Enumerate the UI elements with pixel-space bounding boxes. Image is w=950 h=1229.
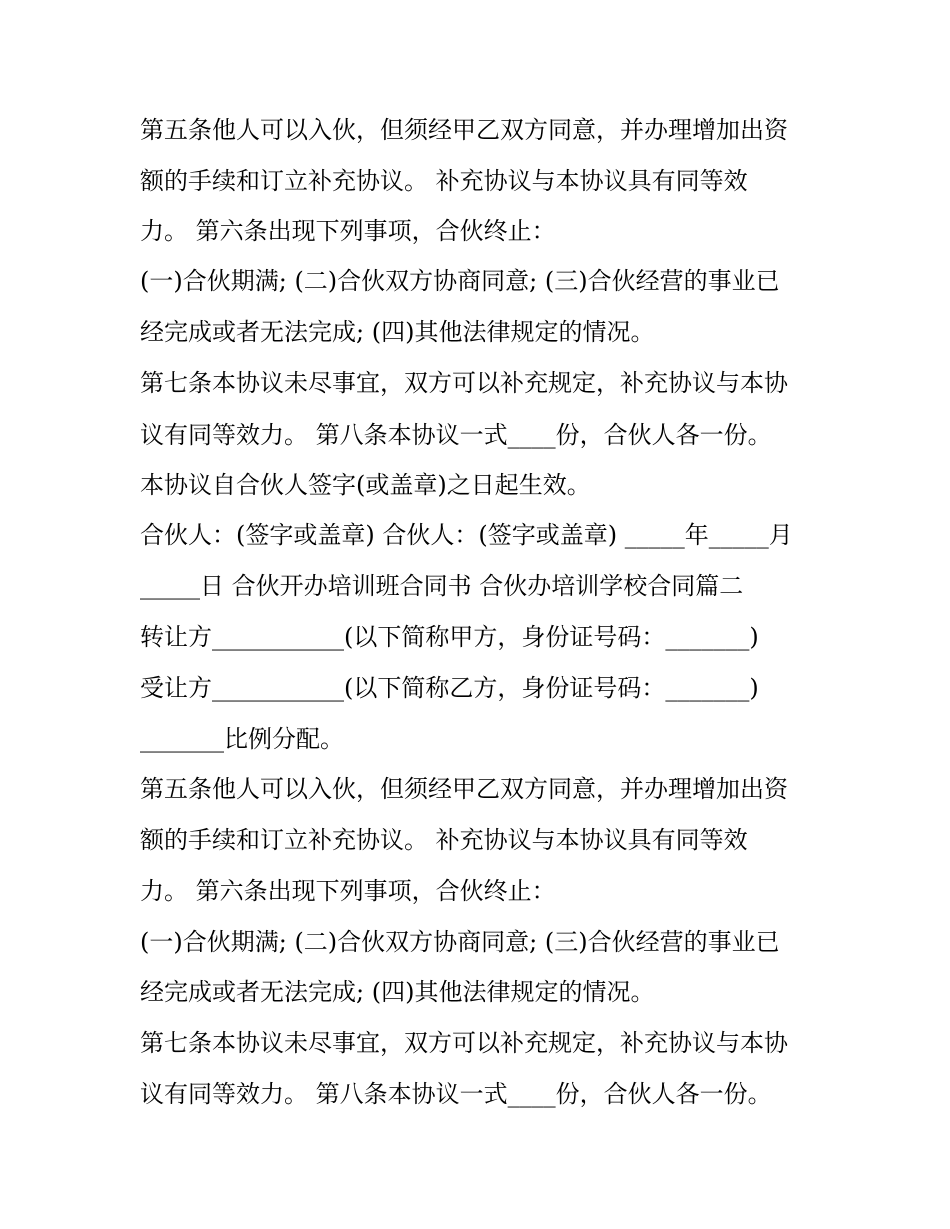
text-line: 额的手续和订立补充协议。 补充协议与本协议具有同等效	[140, 826, 748, 854]
text-line: 议有同等效力。 第八条本协议一式____份，合伙人各一份。	[140, 1080, 772, 1108]
text-line: 受让方___________(以下简称乙方，身份证号码：_______)	[140, 674, 759, 702]
text-line: 第七条本协议未尽事宜，双方可以补充规定，补充协议与本协	[140, 1029, 788, 1057]
text-line: 第七条本协议未尽事宜，双方可以补充规定，补充协议与本协	[140, 369, 788, 397]
text-line: 第五条他人可以入伙，但须经甲乙双方同意，并办理增加出资	[140, 775, 788, 803]
text-line: 转让方___________(以下简称甲方，身份证号码：_______)	[140, 623, 759, 651]
text-line: 经完成或者无法完成; (四)其他法律规定的情况。	[140, 318, 655, 346]
text-line: 本协议自合伙人签字(或盖章)之日起生效。	[140, 471, 591, 499]
text-line: (一)合伙期满; (二)合伙双方协商同意; (三)合伙经营的事业已	[140, 267, 780, 295]
text-line: (一)合伙期满; (二)合伙双方协商同意; (三)合伙经营的事业已	[140, 928, 780, 956]
text-line: 额的手续和订立补充协议。 补充协议与本协议具有同等效	[140, 167, 748, 195]
text-line: 经完成或者无法完成; (四)其他法律规定的情况。	[140, 978, 655, 1006]
text-line: 力。 第六条出现下列事项，合伙终止：	[140, 217, 556, 245]
text-line: 第五条他人可以入伙，但须经甲乙双方同意，并办理增加出资	[140, 116, 788, 144]
text-line: _____日 合伙开办培训班合同书 合伙办培训学校合同篇二	[140, 572, 744, 600]
text-line: 议有同等效力。 第八条本协议一式____份，合伙人各一份。	[140, 421, 772, 449]
text-line: 合伙人：(签字或盖章) 合伙人：(签字或盖章) _____年_____月	[140, 521, 793, 549]
text-line: 力。 第六条出现下列事项，合伙终止：	[140, 877, 556, 905]
text-line: _______比例分配。	[140, 725, 344, 753]
